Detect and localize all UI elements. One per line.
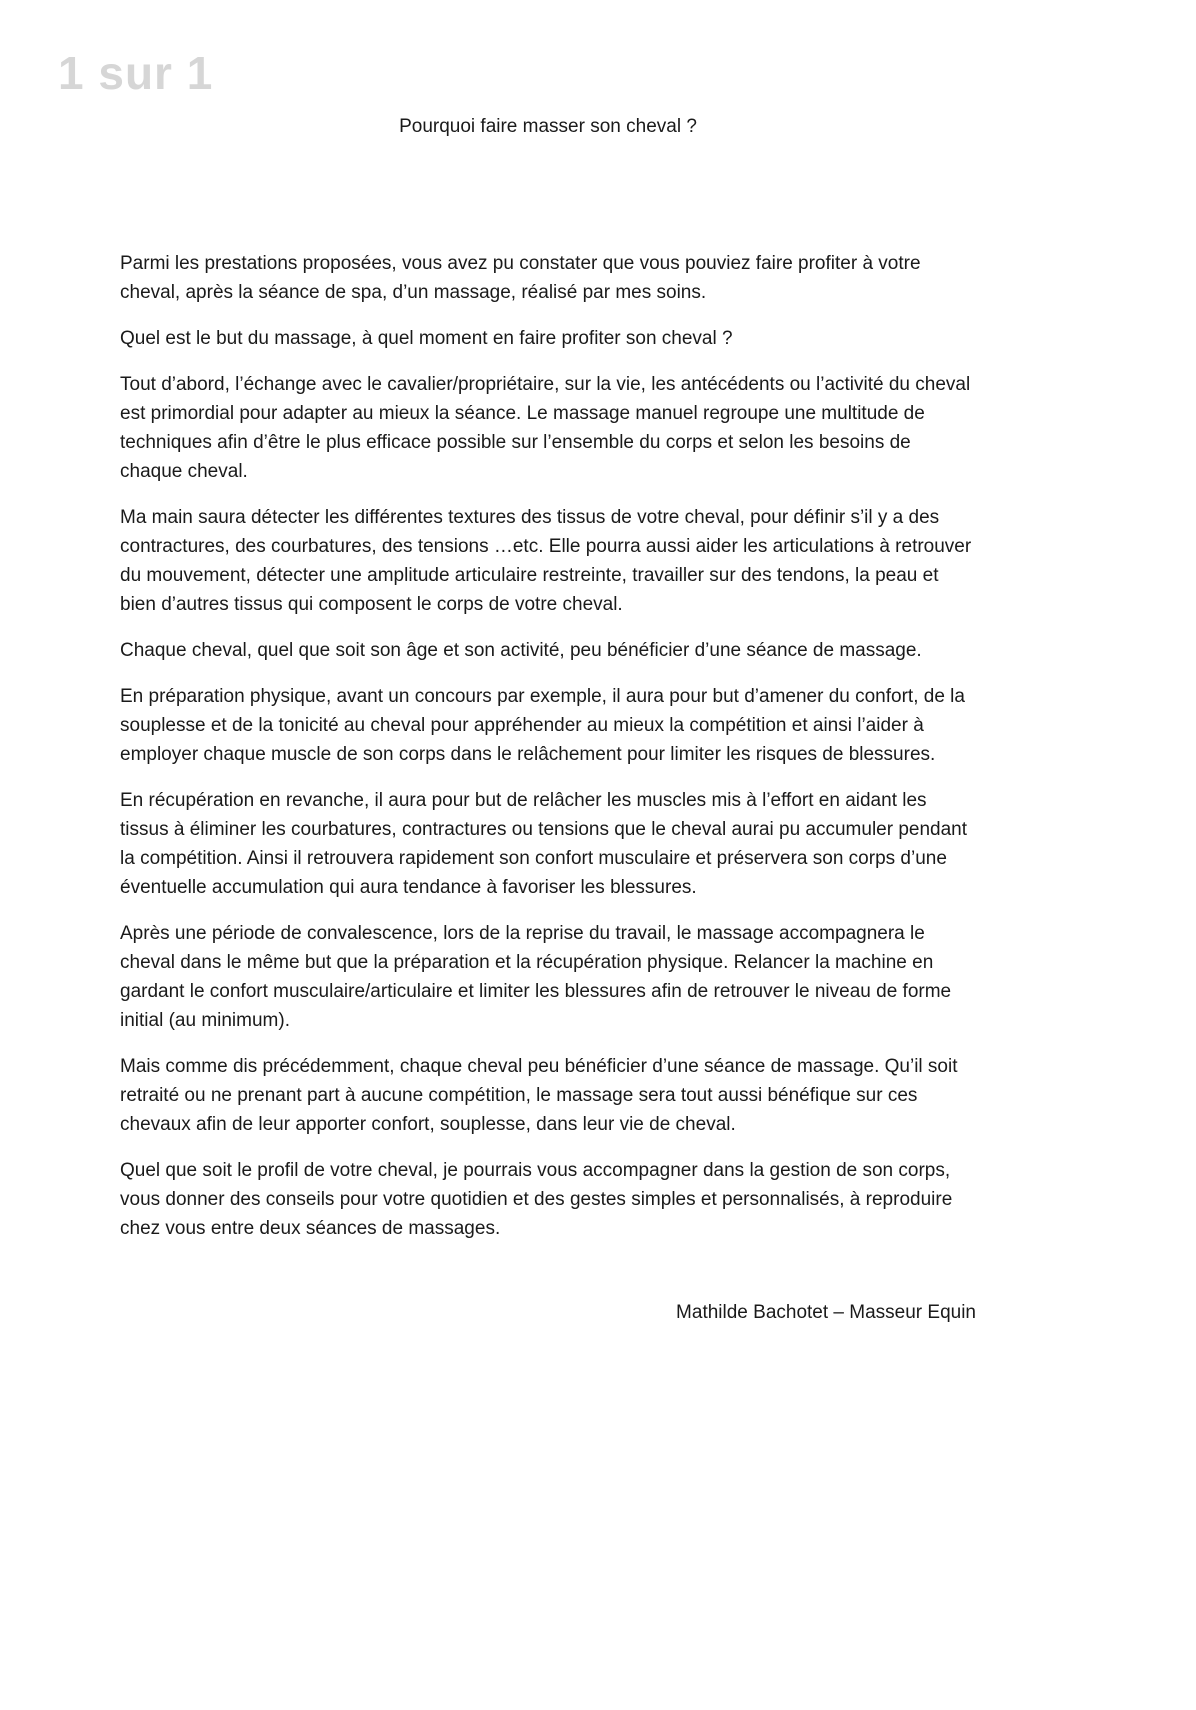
- paragraph: Ma main saura détecter les différentes textures des tissus de votre cheval, pour définir s’il y a des contractures, des courbatures, des tensions …etc. Elle pourra aussi aider les articulations à retrouver du mouvement, détecter une amplitude articulaire restreinte, travailler sur des tendons, la peau et bien d’autres tissus qui composent le corps de votre cheval.: [120, 507, 972, 615]
- paragraph: Parmi les prestations proposées, vous avez pu constater que vous pouviez faire profiter à votre cheval, après la séance de spa, d’un massage, réalisé par mes soins.: [120, 253, 921, 303]
- paragraph: Quel que soit le profil de votre cheval, je pourrais vous accompagner dans la gestion de son corps, vous donner des conseils pour votre quotidien et des gestes simples et personnalisés, à reproduire chez vous entre deux séances de massages.: [120, 1160, 953, 1239]
- document-title: Pourquoi faire masser son cheval ?: [399, 116, 697, 137]
- paragraph: Après une période de convalescence, lors de la reprise du travail, le massage accompagnera le cheval dans le même but que la préparation et la récupération physique. Relancer la machine en gardant le confort musculaire/articulaire et limiter les blessures afin de retrouver le niveau de forme initial (au minimum).: [120, 923, 952, 1031]
- paragraph: En récupération en revanche, il aura pour but de relâcher les muscles mis à l’effort en aidant les tissus à éliminer les courbatures, contractures ou tensions que le cheval aurai pu accumuler pendant la compétition. Ainsi il retrouvera rapidement son confort musculaire et préservera son corps d’une éventuelle accumulation qui aura tendance à favoriser les blessures.: [120, 790, 968, 898]
- paragraph: Tout d’abord, l’échange avec le cavalier/propriétaire, sur la vie, les antécédents ou l’activité du cheval est primordial pour adapter au mieux la séance. Le massage manuel regroupe une multitude de techniques afin d’être le plus efficace possible sur l’ensemble du corps et selon les besoins de chaque cheval.: [120, 374, 971, 482]
- document-body: [120, 112, 976, 1327]
- paragraph: Quel est le but du massage, à quel moment en faire profiter son cheval ?: [120, 328, 733, 349]
- paragraph: Mais comme dis précédemment, chaque cheval peu bénéficier d’une séance de massage. Qu’il soit retraité ou ne prenant part à aucune compétition, le massage sera tout aussi bénéfique sur ces chevaux afin de leur apporter confort, souplesse, dans leur vie de cheval.: [120, 1056, 958, 1135]
- page-count-watermark: 1 sur 1: [58, 47, 214, 99]
- paragraph: En préparation physique, avant un concours par exemple, il aura pour but d’amener du confort, de la souplesse et de la tonicité au cheval pour appréhender au mieux la compétition et ainsi l’aider à employer chaque muscle de son corps dans le relâchement pour limiter les risques de blessures.: [120, 686, 965, 765]
- signature: Mathilde Bachotet – Masseur Equin: [676, 1302, 976, 1323]
- paragraph: Chaque cheval, quel que soit son âge et son activité, peu bénéficier d’une séance de massage.: [120, 640, 922, 661]
